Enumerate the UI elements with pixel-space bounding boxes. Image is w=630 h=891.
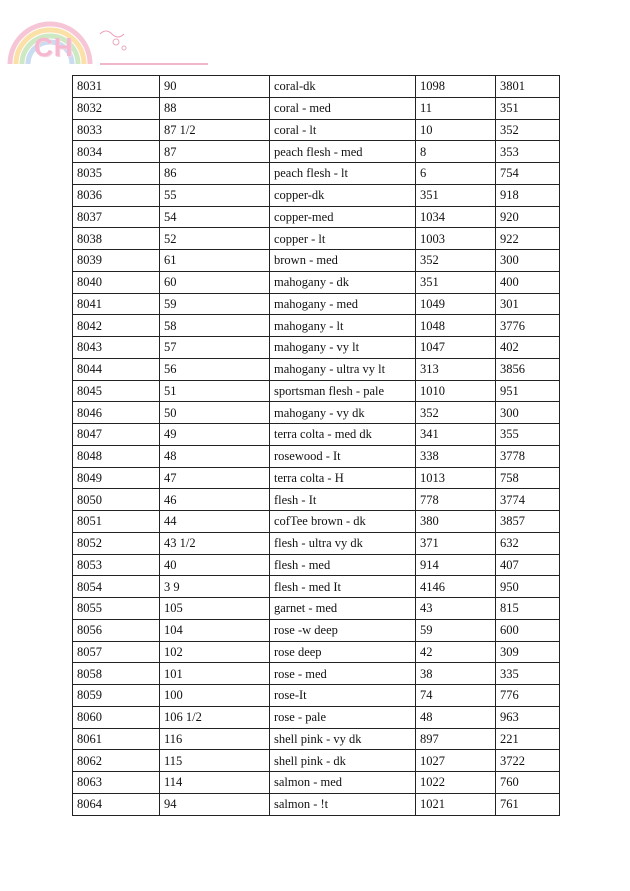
table-cell: 42	[416, 641, 496, 663]
table-cell: flesh - med It	[270, 576, 416, 598]
table-cell: 1013	[416, 467, 496, 489]
table-row	[73, 424, 560, 446]
table-cell: 87 1/2	[160, 119, 270, 141]
table-cell: 8062	[73, 750, 160, 772]
table-cell: 352	[496, 119, 560, 141]
table-cell: coral - lt	[270, 119, 416, 141]
table-cell: 61	[160, 250, 270, 272]
table-cell: 963	[496, 706, 560, 728]
table-cell: 102	[160, 641, 270, 663]
table-cell: cofTee brown - dk	[270, 511, 416, 533]
table-cell: 10	[416, 119, 496, 141]
table-cell: 1098	[416, 76, 496, 98]
table-cell: 48	[160, 445, 270, 467]
table-row	[73, 358, 560, 380]
table-cell: 104	[160, 619, 270, 641]
table-body	[73, 76, 560, 816]
table-row	[73, 728, 560, 750]
table-cell: coral - med	[270, 97, 416, 119]
table-cell: 94	[160, 793, 270, 815]
table-cell: 8039	[73, 250, 160, 272]
logo-underline	[100, 63, 208, 65]
table-row	[73, 554, 560, 576]
table-cell: 371	[416, 532, 496, 554]
table-cell: 8050	[73, 489, 160, 511]
table-cell: 50	[160, 402, 270, 424]
table-cell: 8056	[73, 619, 160, 641]
table-cell: 59	[160, 293, 270, 315]
table-cell: shell pink - vy dk	[270, 728, 416, 750]
table-row	[73, 532, 560, 554]
table-cell: 3 9	[160, 576, 270, 598]
table-row	[73, 402, 560, 424]
table-cell: 54	[160, 206, 270, 228]
table-cell: 8055	[73, 598, 160, 620]
table-cell: 6	[416, 163, 496, 185]
table-cell: 8057	[73, 641, 160, 663]
table-cell: 40	[160, 554, 270, 576]
table-cell: 3856	[496, 358, 560, 380]
table-cell: 355	[496, 424, 560, 446]
table-cell: 920	[496, 206, 560, 228]
table-cell: 815	[496, 598, 560, 620]
table-cell: 114	[160, 772, 270, 794]
table-cell: 8048	[73, 445, 160, 467]
table-row	[73, 467, 560, 489]
table-cell: 1010	[416, 380, 496, 402]
table-cell: 115	[160, 750, 270, 772]
table-cell: 43	[416, 598, 496, 620]
table-cell: 8047	[73, 424, 160, 446]
table-cell: 380	[416, 511, 496, 533]
table-cell: copper-med	[270, 206, 416, 228]
table-cell: 8036	[73, 184, 160, 206]
table-cell: 8054	[73, 576, 160, 598]
table-cell: flesh - It	[270, 489, 416, 511]
table-cell: 922	[496, 228, 560, 250]
table-cell: rose-It	[270, 685, 416, 707]
table-cell: 49	[160, 424, 270, 446]
table-cell: 87	[160, 141, 270, 163]
table-cell: 8064	[73, 793, 160, 815]
table-cell: 88	[160, 97, 270, 119]
table-cell: 8060	[73, 706, 160, 728]
table-cell: 8052	[73, 532, 160, 554]
table-cell: 221	[496, 728, 560, 750]
table-cell: 335	[496, 663, 560, 685]
table-cell: 8058	[73, 663, 160, 685]
table-cell: peach flesh - lt	[270, 163, 416, 185]
table-cell: 38	[416, 663, 496, 685]
table-row	[73, 337, 560, 359]
table-cell: 52	[160, 228, 270, 250]
table-cell: rose deep	[270, 641, 416, 663]
table-cell: 57	[160, 337, 270, 359]
table-cell: 897	[416, 728, 496, 750]
table-row	[73, 511, 560, 533]
table-cell: 44	[160, 511, 270, 533]
table-cell: 8063	[73, 772, 160, 794]
table-cell: 3778	[496, 445, 560, 467]
table-cell: 1049	[416, 293, 496, 315]
table-cell: 101	[160, 663, 270, 685]
table-row	[73, 228, 560, 250]
table-cell: 3722	[496, 750, 560, 772]
table-row	[73, 793, 560, 815]
table-row	[73, 445, 560, 467]
table-cell: 600	[496, 619, 560, 641]
table-cell: 402	[496, 337, 560, 359]
table-cell: mahogany - dk	[270, 271, 416, 293]
table-cell: 56	[160, 358, 270, 380]
table-cell: brown - med	[270, 250, 416, 272]
table-cell: 100	[160, 685, 270, 707]
table-cell: sportsman flesh - pale	[270, 380, 416, 402]
table-cell: 3857	[496, 511, 560, 533]
table-cell: 400	[496, 271, 560, 293]
table-cell: 338	[416, 445, 496, 467]
table-cell: 8059	[73, 685, 160, 707]
table-cell: mahogany - vy lt	[270, 337, 416, 359]
table-cell: 8046	[73, 402, 160, 424]
table-row	[73, 772, 560, 794]
table-cell: 313	[416, 358, 496, 380]
table-cell: 1027	[416, 750, 496, 772]
table-row	[73, 206, 560, 228]
table-cell: 4146	[416, 576, 496, 598]
table-row	[73, 380, 560, 402]
table-cell: 55	[160, 184, 270, 206]
table-cell: 8035	[73, 163, 160, 185]
table-cell: 352	[416, 250, 496, 272]
table-cell: 1034	[416, 206, 496, 228]
table-cell: 1047	[416, 337, 496, 359]
table-cell: 8044	[73, 358, 160, 380]
table-cell: 74	[416, 685, 496, 707]
table-cell: 3774	[496, 489, 560, 511]
table-cell: 758	[496, 467, 560, 489]
table-cell: rose - med	[270, 663, 416, 685]
table-cell: peach flesh - med	[270, 141, 416, 163]
table-cell: 3776	[496, 315, 560, 337]
table-cell: 632	[496, 532, 560, 554]
table-row	[73, 119, 560, 141]
table-cell: rose - pale	[270, 706, 416, 728]
table-cell: 760	[496, 772, 560, 794]
table-cell: 43 1/2	[160, 532, 270, 554]
table-row	[73, 663, 560, 685]
table-cell: 51	[160, 380, 270, 402]
table-cell: mahogany - ultra vy lt	[270, 358, 416, 380]
table-cell: 950	[496, 576, 560, 598]
table-row	[73, 293, 560, 315]
table-row	[73, 76, 560, 98]
table-cell: 8038	[73, 228, 160, 250]
table-row	[73, 489, 560, 511]
table-cell: 8053	[73, 554, 160, 576]
table-cell: 1022	[416, 772, 496, 794]
table-cell: 8041	[73, 293, 160, 315]
table-row	[73, 619, 560, 641]
table-cell: 300	[496, 402, 560, 424]
table-cell: 8	[416, 141, 496, 163]
table-row	[73, 706, 560, 728]
logo	[4, 4, 214, 68]
table-row	[73, 750, 560, 772]
table-cell: flesh - ultra vy dk	[270, 532, 416, 554]
table-cell: mahogany - med	[270, 293, 416, 315]
table-cell: mahogany - vy dk	[270, 402, 416, 424]
color-conversion-table	[72, 75, 560, 816]
logo-text: CH	[34, 32, 74, 62]
table-cell: salmon - med	[270, 772, 416, 794]
table-cell: 106 1/2	[160, 706, 270, 728]
table-cell: 8032	[73, 97, 160, 119]
table-row	[73, 598, 560, 620]
table-cell: 8042	[73, 315, 160, 337]
table-cell: copper-dk	[270, 184, 416, 206]
table-cell: 914	[416, 554, 496, 576]
table-row	[73, 641, 560, 663]
table-row	[73, 315, 560, 337]
table-cell: 8037	[73, 206, 160, 228]
table-cell: garnet - med	[270, 598, 416, 620]
table-cell: flesh - med	[270, 554, 416, 576]
table-cell: 309	[496, 641, 560, 663]
table-cell: 351	[416, 271, 496, 293]
table-cell: 918	[496, 184, 560, 206]
table-row	[73, 184, 560, 206]
table-cell: 86	[160, 163, 270, 185]
table-row	[73, 141, 560, 163]
table-cell: 46	[160, 489, 270, 511]
table-cell: 778	[416, 489, 496, 511]
table-cell: 58	[160, 315, 270, 337]
table-cell: 48	[416, 706, 496, 728]
table-cell: terra colta - med dk	[270, 424, 416, 446]
table-cell: 1021	[416, 793, 496, 815]
table-cell: 1003	[416, 228, 496, 250]
table-cell: 47	[160, 467, 270, 489]
table-cell: 300	[496, 250, 560, 272]
table-cell: 352	[416, 402, 496, 424]
table-cell: copper - lt	[270, 228, 416, 250]
table-cell: 8061	[73, 728, 160, 750]
table-cell: 351	[496, 97, 560, 119]
table-row	[73, 97, 560, 119]
table-cell: 8031	[73, 76, 160, 98]
table-row	[73, 576, 560, 598]
table-cell: salmon - !t	[270, 793, 416, 815]
table-cell: 90	[160, 76, 270, 98]
table-cell: 105	[160, 598, 270, 620]
table-cell: 8049	[73, 467, 160, 489]
table-cell: terra colta - H	[270, 467, 416, 489]
table-cell: mahogany - lt	[270, 315, 416, 337]
table-cell: coral-dk	[270, 76, 416, 98]
table-cell: 11	[416, 97, 496, 119]
table-row	[73, 685, 560, 707]
table-cell: 1048	[416, 315, 496, 337]
table-cell: 301	[496, 293, 560, 315]
table-cell: 59	[416, 619, 496, 641]
table-cell: 776	[496, 685, 560, 707]
table-cell: 341	[416, 424, 496, 446]
table-cell: 754	[496, 163, 560, 185]
table-cell: rosewood - It	[270, 445, 416, 467]
table-cell: 8033	[73, 119, 160, 141]
table-cell: 951	[496, 380, 560, 402]
table-cell: 60	[160, 271, 270, 293]
table-cell: 8045	[73, 380, 160, 402]
table-cell: 353	[496, 141, 560, 163]
table-cell: 8051	[73, 511, 160, 533]
table-cell: 3801	[496, 76, 560, 98]
table-cell: 8043	[73, 337, 160, 359]
table-row	[73, 250, 560, 272]
table-cell: 351	[416, 184, 496, 206]
table-cell: 8034	[73, 141, 160, 163]
table-row	[73, 163, 560, 185]
table-cell: 761	[496, 793, 560, 815]
table-cell: shell pink - dk	[270, 750, 416, 772]
table-cell: 116	[160, 728, 270, 750]
table-row	[73, 271, 560, 293]
table-cell: 407	[496, 554, 560, 576]
table-cell: rose -w deep	[270, 619, 416, 641]
table-cell: 8040	[73, 271, 160, 293]
